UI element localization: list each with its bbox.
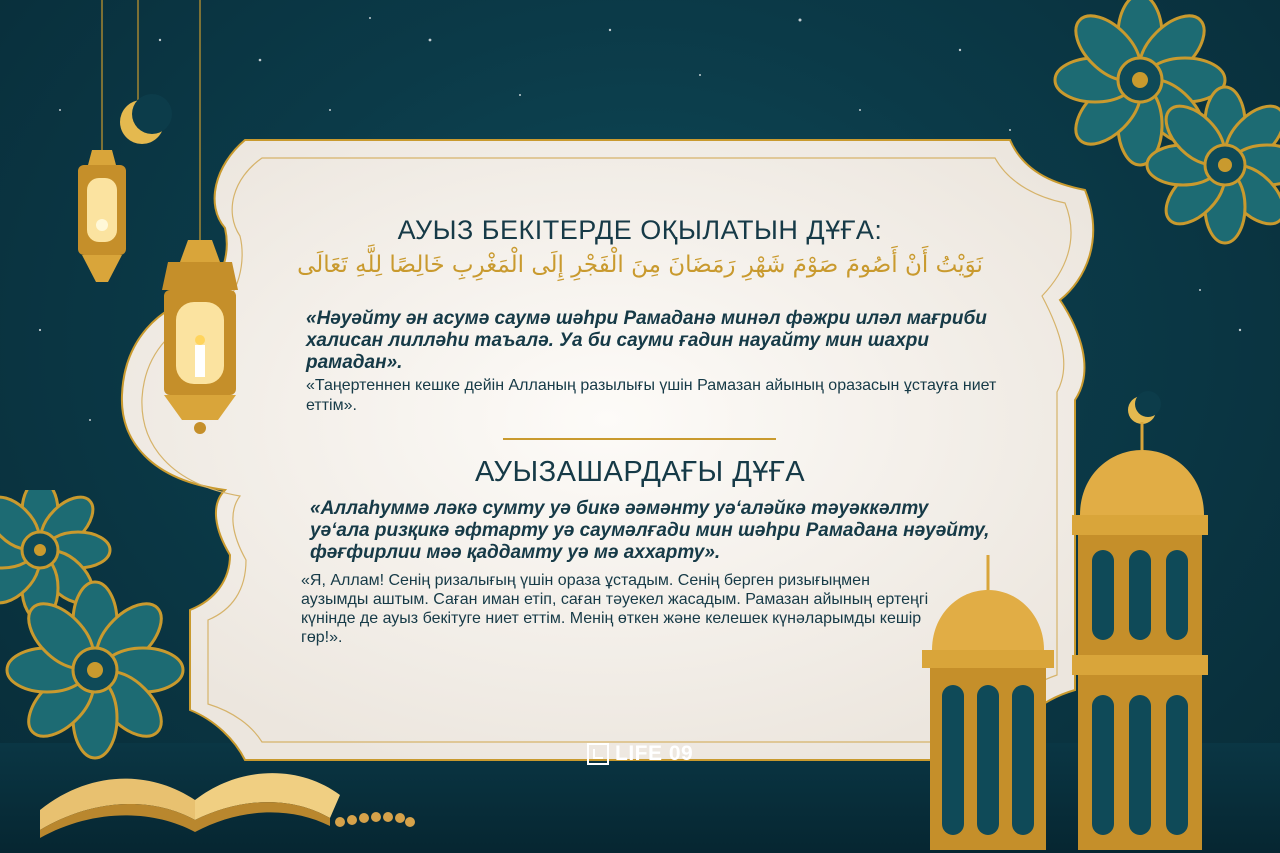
section1-meaning: «Таңертеннен кешке дейін Алланың разылығы үшін Рамазан айының оразасын ұстауға ниет еттім». bbox=[306, 377, 997, 414]
lantern-icon bbox=[78, 150, 126, 282]
lantern-icon bbox=[1072, 450, 1208, 850]
divider bbox=[503, 438, 776, 440]
lantern-icon bbox=[922, 555, 1054, 850]
section1-transliteration: «Нәуәйту ән асумә саумә шәһри Рамаданә минәл фәжри иләл мағриби халисан лилләһи таъалә. Уа би сауми ғадин науайту мин шахри рамадан». bbox=[306, 308, 987, 373]
section2-transliteration: «Аллаһуммә ләкә сумту уә бикә әәмәнту уәʻаләйкә тәуәккәлту уәʻала ризқикә әфтарту уә саумәлғади мин шәһри Рамадана нәуәйту, фәғфирлии мәә қаддамту уә мә аххарту». bbox=[310, 498, 990, 563]
hanging-lanterns bbox=[60, 0, 260, 440]
crescent-moon-icon bbox=[1128, 391, 1161, 450]
arabic-prayer-text: نَوَيْتُ أَنْ أَصُومَ صَوْمَ شَهْرِ رَمَضَانَ مِنَ الْفَجْرِ إِلَى الْمَغْرِبِ خَالِصًا لِلَّهِ تَعَالَى bbox=[297, 252, 983, 278]
section2-meaning: «Я, Аллам! Сенің ризалығың үшін ораза ұстадым. Сенің берген ризығыңмен аузымды аштым. Саған иман етіп, саған тәуекел жасадым. Рамазан айының ертеңгі күнінде де ауыз бекітуге ниет еттім. Менің өткен және келешек күнәларымды кешір гөр!». bbox=[301, 572, 929, 646]
mandala-flower-icon bbox=[0, 490, 190, 760]
brand-logo bbox=[587, 740, 693, 768]
section2-title: АУЫЗАШАРДАҒЫ ДҰҒА bbox=[474, 456, 806, 488]
mandala-flower-icon bbox=[1040, 0, 1280, 260]
mosque-lanterns bbox=[910, 380, 1210, 850]
crescent-moon-icon bbox=[120, 94, 172, 144]
section1-title: АУЫЗ БЕКІТЕРДЕ ОҚЫЛАТЫН ДҰҒА: bbox=[397, 215, 883, 245]
open-book-icon bbox=[30, 740, 430, 850]
logo-mark-icon bbox=[587, 743, 609, 765]
lantern-icon bbox=[162, 240, 238, 434]
logo-text: LIFE 09 bbox=[615, 742, 694, 765]
